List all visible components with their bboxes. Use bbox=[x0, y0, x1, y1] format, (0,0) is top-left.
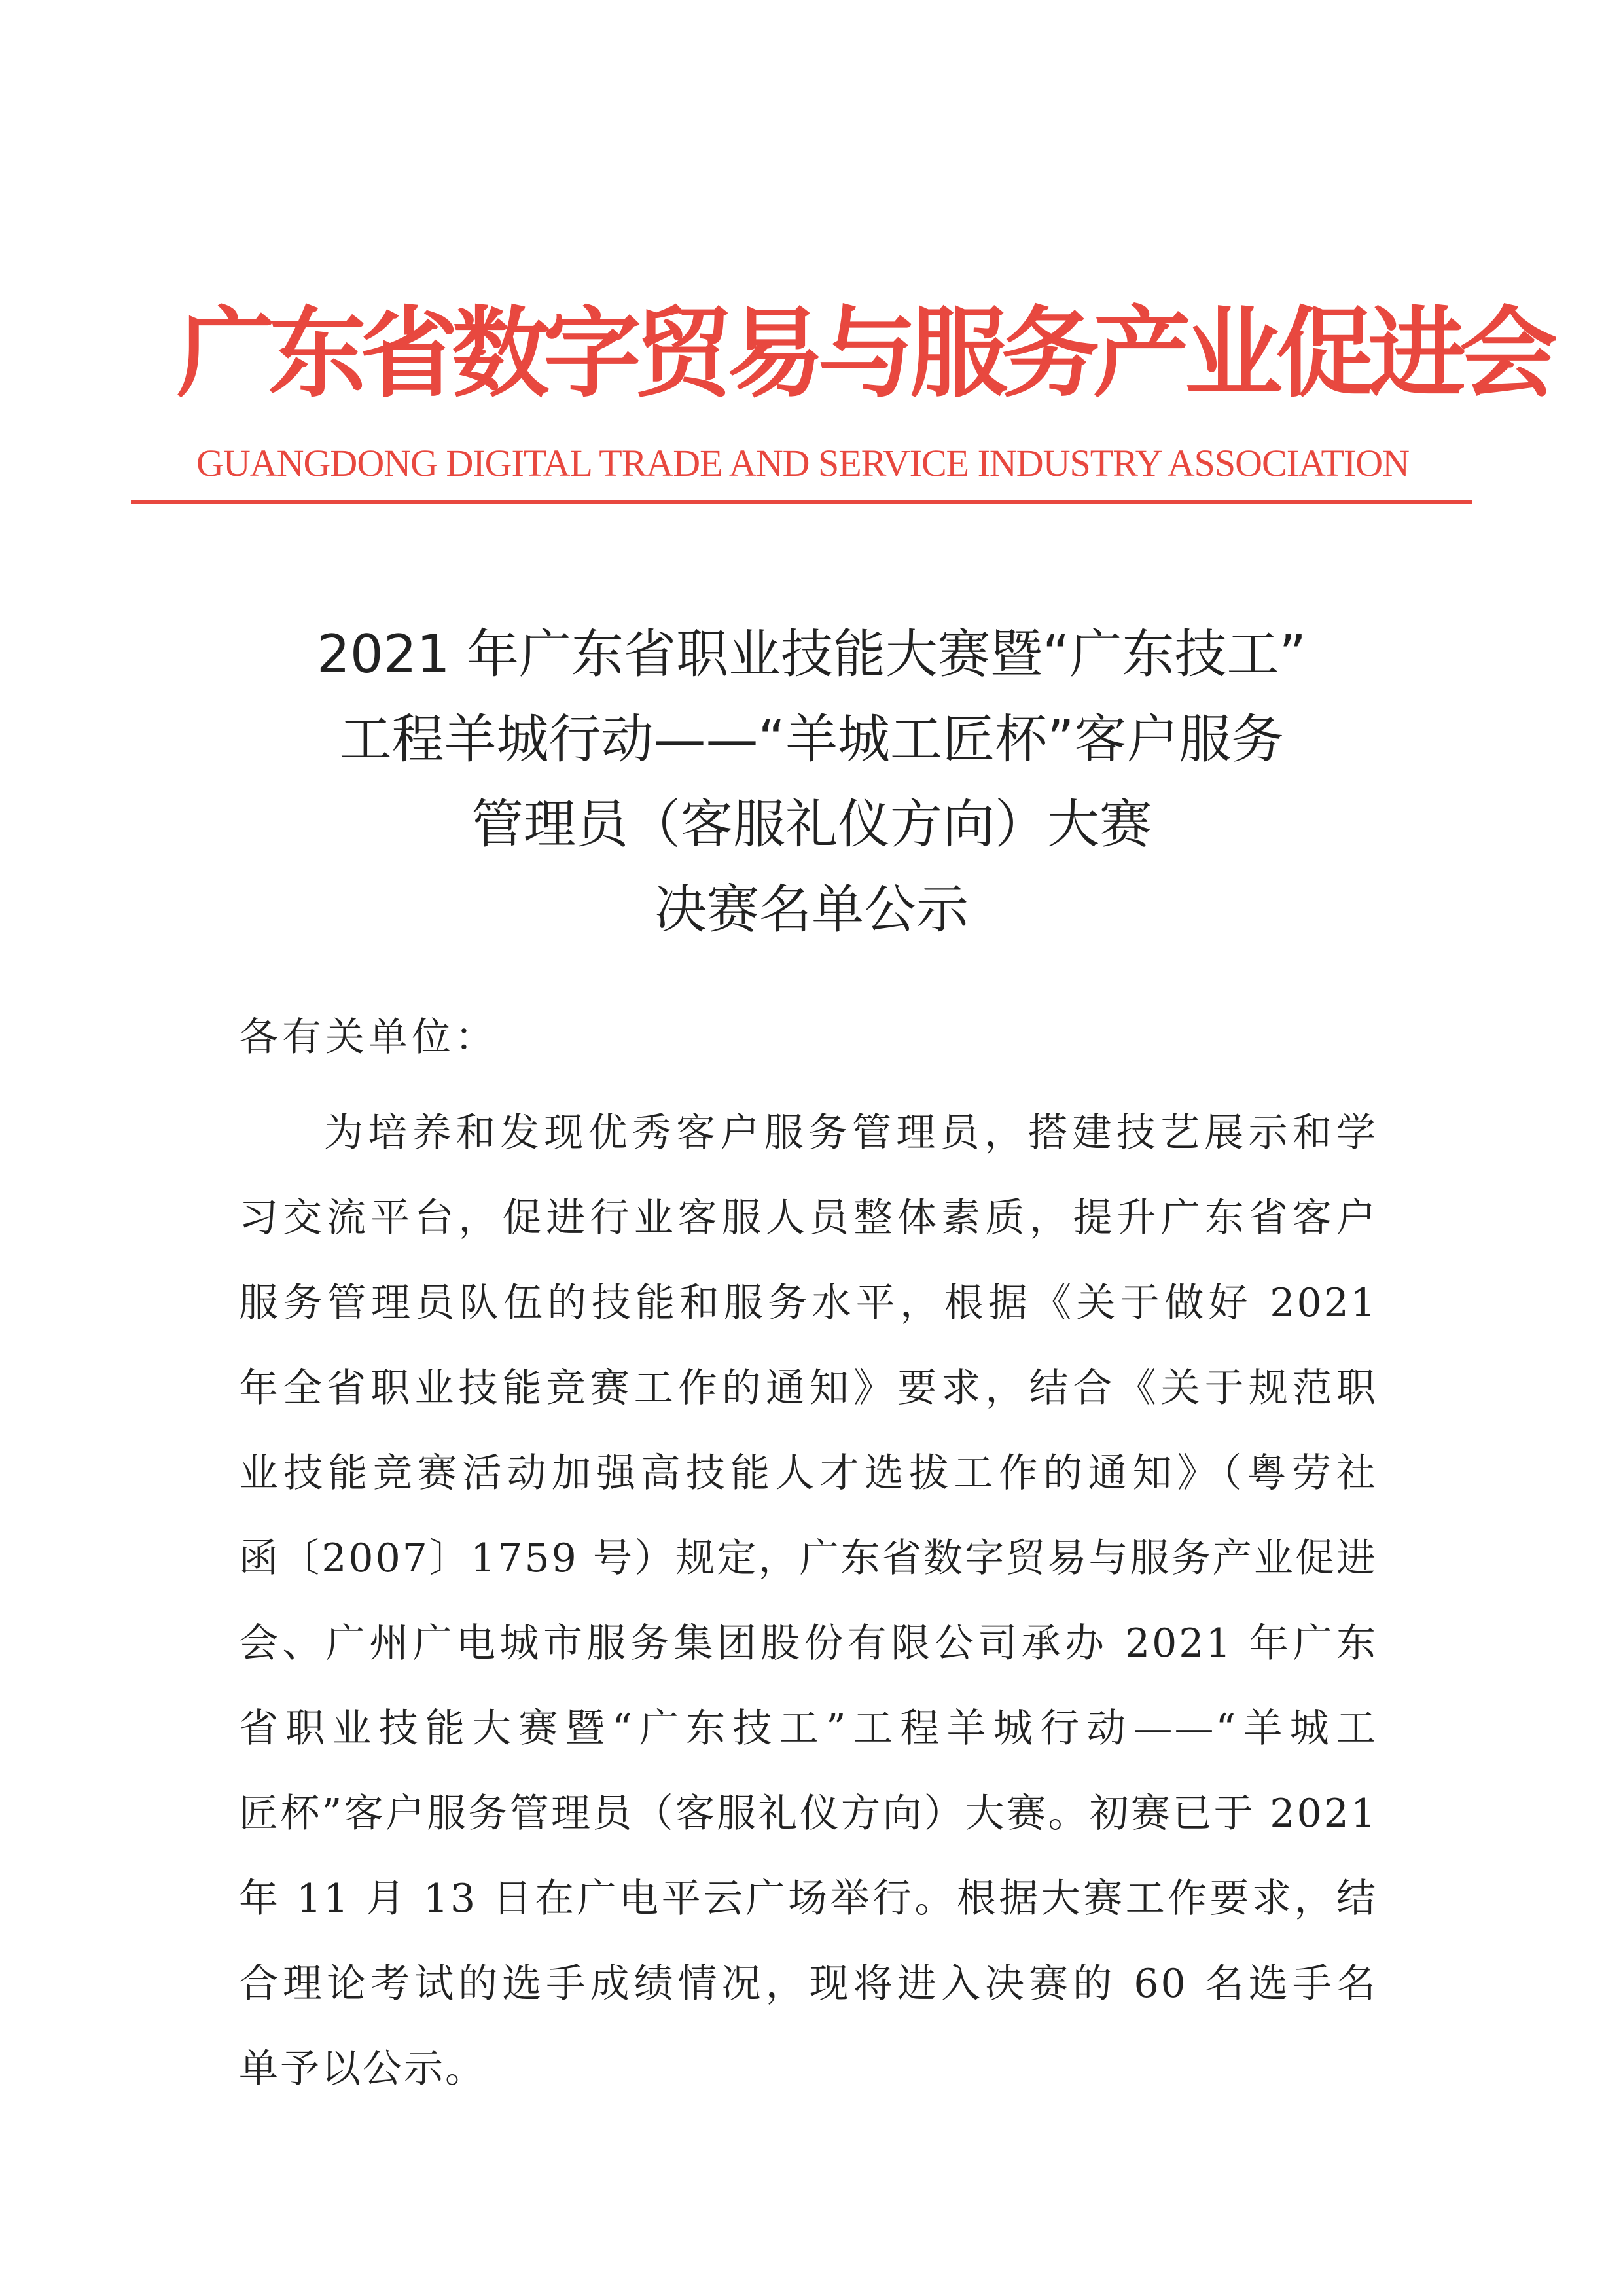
title-line-2: 工程羊城行动——“羊城工匠杯”客户服务 bbox=[339, 709, 1284, 770]
body-line: 业技能竞赛活动加强高技能人才选拔工作的通知》（粤劳社 bbox=[239, 1450, 1378, 1496]
body-line: 会、广州广电城市服务集团股份有限公司承办 2021 年广东 bbox=[239, 1621, 1378, 1666]
letterhead-org-name-cn: 广东省数字贸易与服务产业促进会 bbox=[177, 296, 1552, 411]
body-line: 年全省职业技能竞赛工作的通知》要求，结合《关于规范职 bbox=[239, 1365, 1378, 1411]
document-title bbox=[164, 612, 1459, 952]
body-line: 合理论考试的选手成绩情况，现将进入决赛的 60 名选手名 bbox=[239, 1961, 1378, 2007]
body-line: 年 11 月 13 日在广电平云广场举行。根据大赛工作要求，结 bbox=[239, 1876, 1378, 1922]
body-line: 为培养和发现优秀客户服务管理员，搭建技艺展示和学 bbox=[324, 1110, 1378, 1156]
title-line-1: 2021 年广东省职业技能大赛暨“广东技工” bbox=[317, 624, 1306, 685]
body-paragraph bbox=[239, 1090, 1378, 2111]
body-line: 匠杯”客户服务管理员（客服礼仪方向）大赛。初赛已于 2021 bbox=[239, 1791, 1378, 1837]
body-line: 省职业技能大赛暨“广东技工”工程羊城行动——“羊城工 bbox=[239, 1706, 1378, 1751]
letterhead-org-name-en: GUANGDONG DIGITAL TRADE AND SERVICE INDUSTRY ASSOCIATION bbox=[196, 442, 1410, 484]
body-line: 习交流平台，促进行业客服人员整体素质，提升广东省客户 bbox=[239, 1195, 1378, 1241]
title-line-4: 决赛名单公示 bbox=[654, 879, 969, 940]
body-line: 服务管理员队伍的技能和服务水平，根据《关于做好 2021 bbox=[239, 1280, 1378, 1326]
body-line: 单予以公示。 bbox=[239, 2046, 486, 2092]
body-line: 函〔2007〕1759 号）规定，广东省数字贸易与服务产业促进 bbox=[239, 1535, 1378, 1581]
title-line-3: 管理员（客服礼仪方向）大赛 bbox=[471, 794, 1152, 855]
letterhead-divider bbox=[131, 500, 1472, 504]
salutation: 各有关单位： bbox=[239, 1014, 498, 1060]
